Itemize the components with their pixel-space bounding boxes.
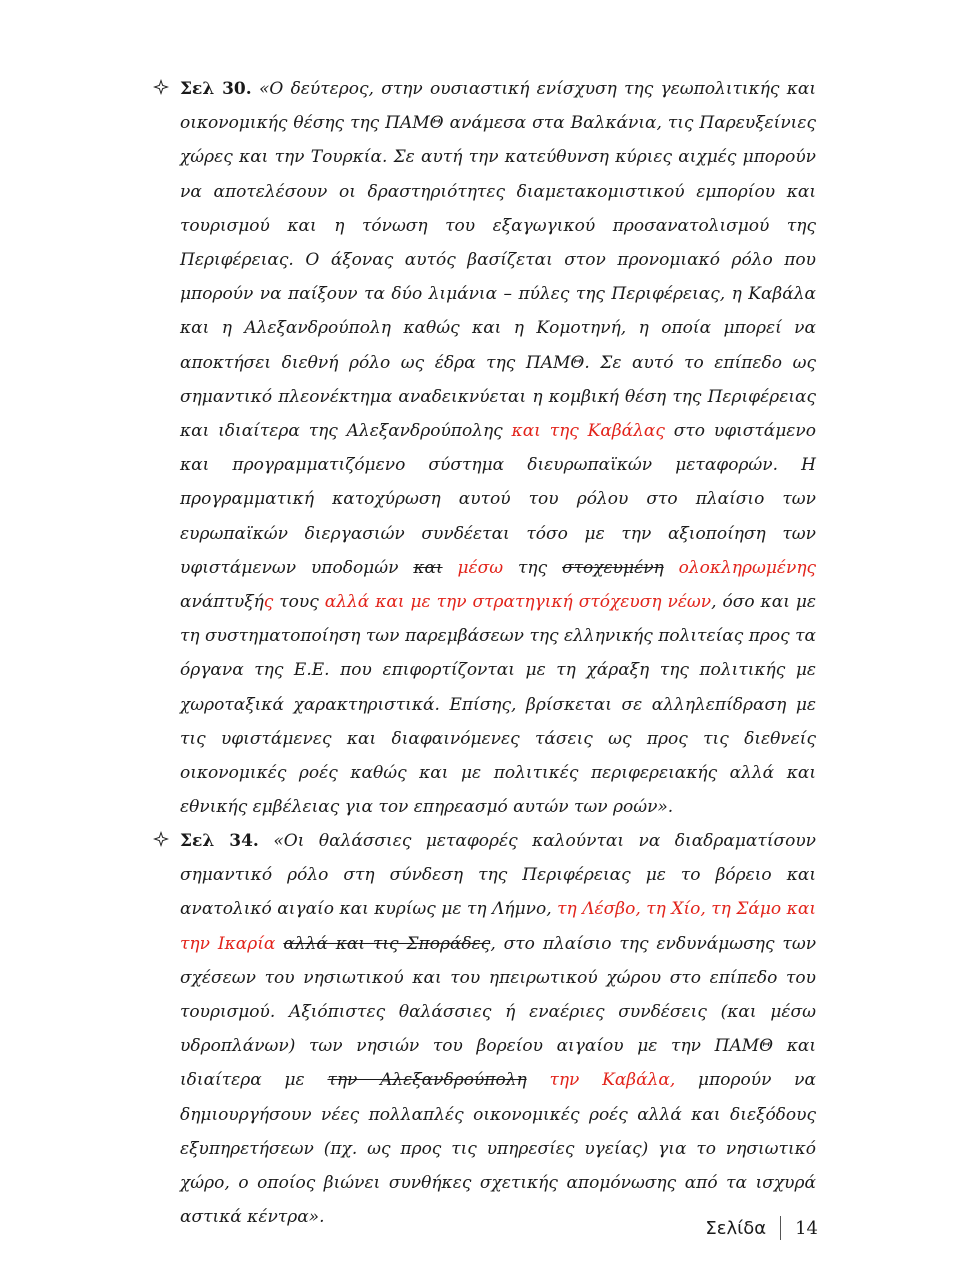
inserted-text: και της Καβάλας [511, 421, 665, 442]
text-run: στο υφιστάμενο και προγραμματιζόμενο σύστημα διευρωπαϊκών μεταφορών. Η προγραμματική κατοχύρωση αυτού του ρόλου στο πλαίσιο των ευρωπαϊκών διεργασιών συνδέεται τόσο με την αξιοποίηση των υφιστάμενων υποδομών [180, 421, 816, 578]
text-run: μπορούν να δημιουργήσουν νέες πολλαπλές οικονομικές ροές αλλά και διεξόδους εξυπηρετήσεων (πχ. ως προς τις υπηρεσίες υγείας) για το νησιωτικό χώρο, ο οποίος βιώνει συνθήκες σχετικής απομόνωσης από τα ισχυρά αστικά κέντρα». [180, 1070, 816, 1228]
text-run: τους [273, 592, 325, 613]
page-footer [705, 1216, 818, 1240]
deleted-text: και [413, 557, 443, 578]
footer-divider [780, 1216, 781, 1240]
deleted-text: την Αλεξανδρούπολη [327, 1070, 527, 1091]
inserted-text: μέσω [457, 557, 504, 578]
text-run: ανάπτυξή [180, 592, 264, 613]
text-run [664, 558, 679, 578]
diamond-bullet-icon [152, 830, 174, 852]
paragraph-body [180, 79, 816, 817]
text-run: της [503, 557, 563, 578]
inserted-text: την Καβάλα, [549, 1070, 676, 1091]
paragraph-page-34 [180, 824, 816, 1234]
item-lead: Σελ 34. [180, 831, 259, 851]
footer-label: Σελίδα [705, 1217, 767, 1239]
inserted-text: τη Λέσβο, τη Χίο, τη Σάμο και την Ικαρία [180, 899, 816, 954]
text-run: , στο πλαίσιο της ενδυνάμωσης των σχέσεων του νησιωτικού και του ηπειρωτικού χώρου στο επίπεδο του τουρισμού. Αξιόπιστες θαλάσσιες ή εναέριες συνδέσεις (και μέσω υδροπλάνων) των νησιών του βορείου αιγαίου με την ΠΑΜΘ και ιδιαίτερα με [180, 933, 817, 1091]
page-number: 14 [795, 1217, 818, 1239]
text-run [527, 1070, 550, 1090]
text-run [443, 558, 458, 578]
inserted-text: αλλά και με την στρατηγική στόχευση νέων [324, 592, 712, 613]
paragraph-body [180, 831, 816, 1227]
text-run: «Οι θαλάσσιες μεταφορές καλούνται να διαδραματίσουν σημαντικό ρόλο στη σύνδεση της Περιφέρειας με το βόρειο και ανατολικό αιγαίο και κυρίως με τη Λήμνο, [180, 831, 816, 920]
text-run: , όσο και με τη συστηματοποίηση των παρεμβάσεων της ελληνικής πολιτείας προς τα όργανα της Ε.Ε. που επιφορτίζονται με τη χάραξη της πολιτικής με χωροταξικά χαρακτηριστικά. Επίσης, βρίσκεται σε αλληλεπίδραση με τις υφιστάμενες και διαφαινόμενες τάσεις ως προς τις διεθνείς οικονομικές ροές καθώς και με πολιτικές περιφερειακής αλλά και εθνικής εμβέλειας για τον επηρεασμό αυτών των ροών». [180, 592, 816, 818]
inserted-text: ολοκληρωμένης [678, 557, 817, 578]
item-lead: Σελ 30. [180, 79, 252, 99]
deleted-text: αλλά και τις Σποράδες [283, 933, 491, 954]
text-run: «Ο δεύτερος, στην ουσιαστική ενίσχυση της γεωπολιτικής και οικονομικής θέσης της ΠΑΜΘ ανάμεσα στα Βαλκάνια, τις Παρευξείνιες χώρες και την Τουρκία. Σε αυτή την κατεύθυνση κύριες αιχμές μπορούν να αποτελέσουν οι δραστηριότητες διαμετακομιστικού εμπορίου και τουρισμού και η τόνωση του εξαγωγικού προσανατολισμού της Περιφέρειας. [180, 79, 816, 271]
text-run: Ο άξονας αυτός βασίζεται στον προνομιακό ρόλο που μπορούν να παίξουν τα δύο λιμάνια – πύλες της Περιφέρειας, η Καβάλα και η Αλεξανδρούπολη καθώς και η Κομοτηνή, η οποία μπορεί να αποκτήσει διεθνή ρόλο ως έδρα της ΠΑΜΘ. Σε αυτό το επίπεδο ως σημαντικό πλεονέκτημα αναδεικνύεται η κομβική θέση της Περιφέρειας και ιδιαίτερα της Αλεξανδρούπολης [180, 250, 816, 442]
diamond-bullet-icon [152, 78, 174, 100]
inserted-text: ς [263, 592, 274, 613]
paragraph-page-30 [180, 72, 816, 824]
deleted-text: στοχευμένη [562, 557, 664, 578]
